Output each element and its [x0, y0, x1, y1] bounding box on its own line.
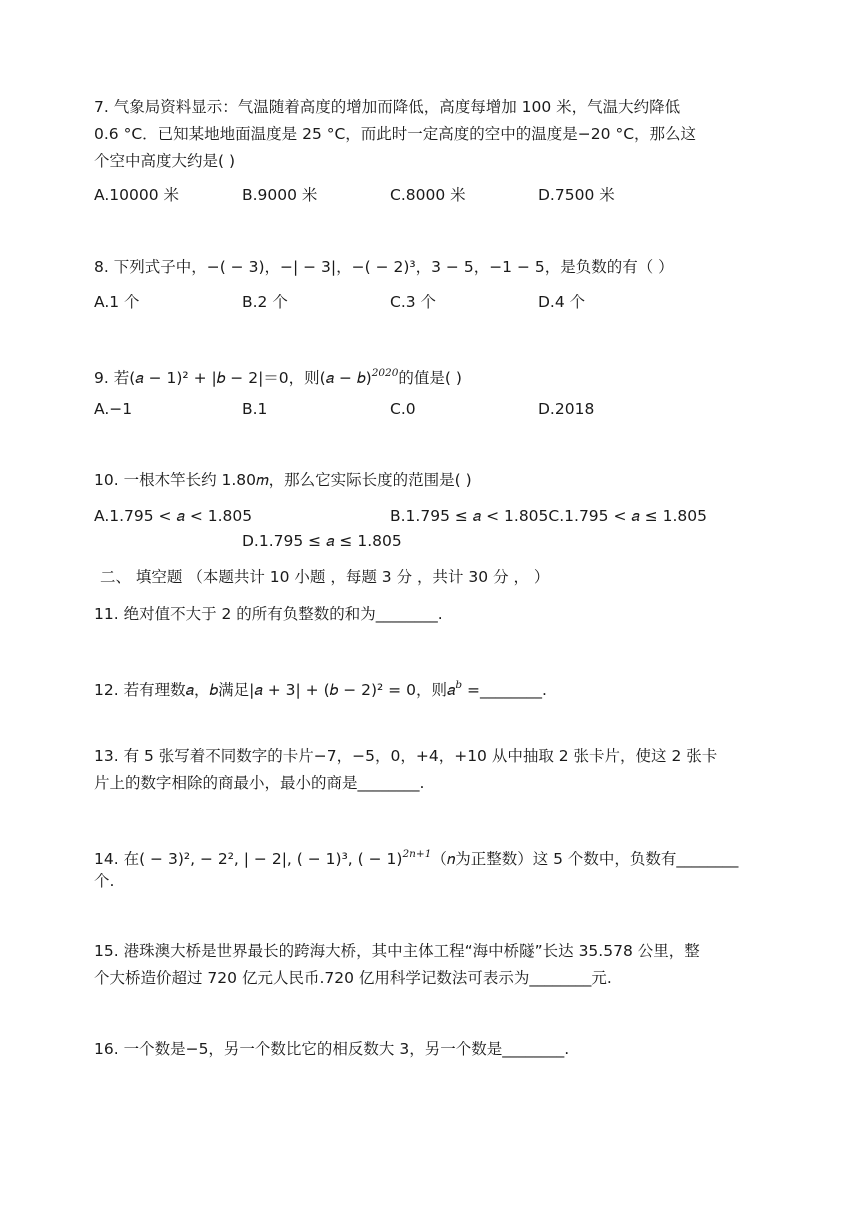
q9-option-c: C.0 [390, 400, 416, 418]
q7-line1: 7. 气象局资料显示：气温随着高度的增加而降低，高度每增加 100 米，气温大约降低 [94, 98, 681, 116]
q14-prefix: 14. 在( − 3)², − 2², | − 2|, ( − 1)³, ( − 1) [94, 850, 403, 868]
q12-exponent: 𝑏 [455, 679, 463, 691]
q15-line1: 15. 港珠澳大桥是世界最长的跨海大桥，其中主体工程“海中桥隧”长达 35.578 公里，整 [94, 942, 700, 960]
q16-text: 16. 一个数是−5，另一个数比它的相反数大 3，另一个数是________. [94, 1040, 570, 1058]
q7-option-d: D.7500 米 [538, 186, 615, 204]
q14-exponent: 2𝑛+1 [402, 848, 432, 860]
q7-option-b: B.9000 米 [242, 186, 318, 204]
q10-option-a: A.1.795 < 𝑎 < 1.805 [94, 507, 253, 525]
q14-suffix: （𝑛为正整数）这 5 个数中，负数有________ [431, 850, 739, 868]
q9-exponent: 2020 [371, 367, 399, 379]
q7-line3: 个空中高度大约是( ) [94, 152, 236, 170]
q13-line1: 13. 有 5 张写着不同数字的卡片−7，−5，0，+4，+10 从中抽取 2 张卡片，使这 2 张卡 [94, 747, 718, 765]
q11-text: 11. 绝对值不大于 2 的所有负整数的和为________. [94, 605, 443, 623]
q13-line2: 片上的数字相除的商最小，最小的商是________. [94, 774, 425, 792]
q8-text: 8. 下列式子中，−( − 3)，−| − 3|，−( − 2)³，3 − 5，−1 − 5，是负数的有（ ） [94, 258, 674, 276]
q10-option-d: D.1.795 ≤ 𝑎 ≤ 1.805 [242, 532, 402, 550]
q14-line2: 个. [94, 872, 115, 890]
q8-option-a: A.1 个 [94, 293, 140, 311]
q9-prefix: 9. 若(𝑎 − 1)² + |𝑏 − 2|＝0，则(𝑎 − 𝑏) [94, 369, 372, 387]
q9-option-b: B.1 [242, 400, 268, 418]
q10-option-bc: B.1.795 ≤ 𝑎 < 1.805C.1.795 < 𝑎 ≤ 1.805 [390, 507, 708, 525]
q12-text [94, 674, 774, 701]
q7-option-a: A.10000 米 [94, 186, 179, 204]
q15-line2: 个大桥造价超过 720 亿元人民币.720 亿用科学记数法可表示为________元. [94, 969, 612, 987]
q7-option-c: C.8000 米 [390, 186, 466, 204]
q9-suffix: 的值是( ) [398, 369, 462, 387]
q10-text: 10. 一根木竿长约 1.80𝑚，那么它实际长度的范围是( ) [94, 471, 472, 489]
q9-option-d: D.2018 [538, 400, 595, 418]
q9-option-a: A.−1 [94, 400, 133, 418]
q8-option-c: C.3 个 [390, 293, 437, 311]
q12-prefix: 12. 若有理数𝑎，𝑏满足|𝑎 + 3| + (𝑏 − 2)² = 0，则𝑎 [94, 681, 456, 699]
section-2-header: 二、 填空题 （本题共计 10 小题 ，每题 3 分 ，共计 30 分 ， ） [100, 568, 550, 586]
q8-option-b: B.2 个 [242, 293, 288, 311]
q8-option-d: D.4 个 [538, 293, 586, 311]
q9-text [94, 362, 774, 389]
q7-line2: 0.6 °C．已知某地地面温度是 25 °C，而此时一定高度的空中的温度是−20 °C，那么这 [94, 125, 697, 143]
q12-suffix: =________. [462, 681, 547, 699]
q14-line1 [94, 843, 774, 870]
